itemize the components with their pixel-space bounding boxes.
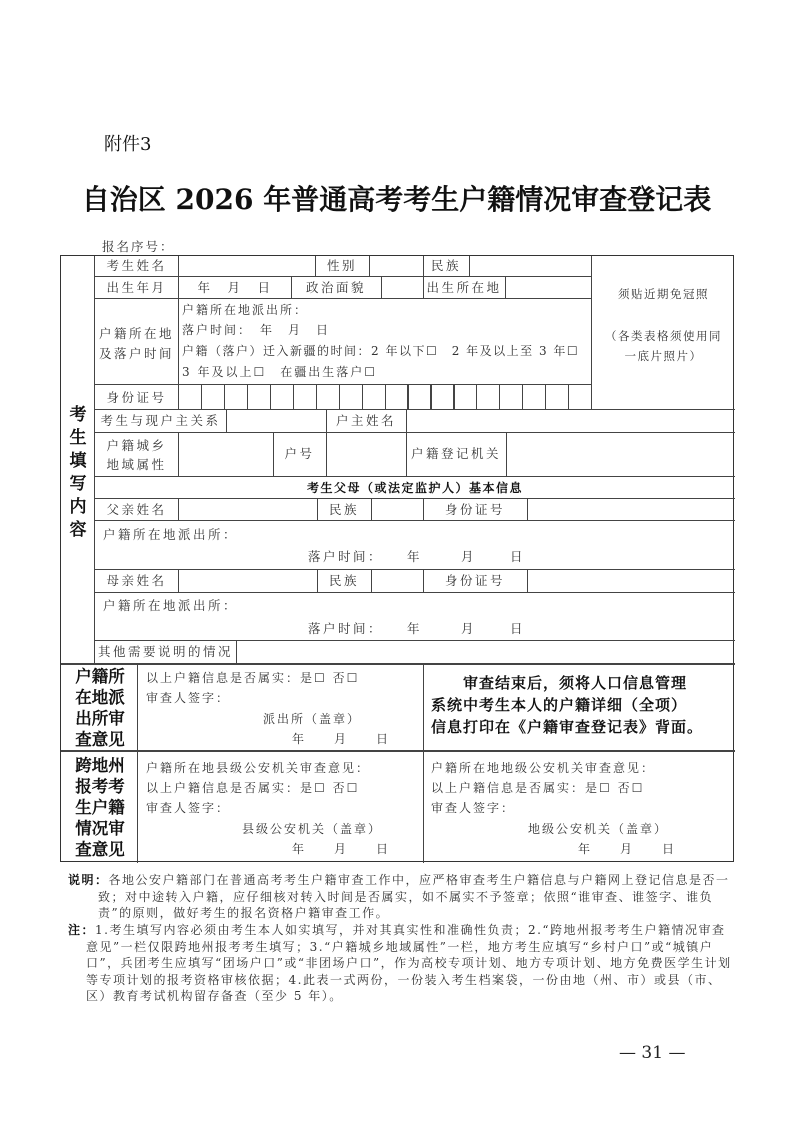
- householder-name-label: 户主姓名: [335, 413, 396, 428]
- police-date[interactable]: 年 月 日: [292, 732, 391, 746]
- divider: [94, 432, 735, 433]
- move-in-time-options[interactable]: 户籍（落户）迁入新疆的时间：2 年以下☐ 2 年及以上至 3 年☐: [182, 344, 580, 358]
- attachment-label: 附件3: [104, 134, 152, 155]
- county-opinion-title: 户籍所在地县级公安机关审查意见：: [146, 761, 371, 775]
- police-section-label: [63, 666, 137, 750]
- remark-text: 1.考生填写内容必须由考生本人如实填写，并对其真实性和准确性负责；2.“跨地州报考考生户籍情况审查意见”一栏仅限跨地州报考考生填写；3.“户籍城乡地域属性”一栏，地方考生应填写“乡村户口”或“城镇户口”，兵团考生应填写“团场户口”或“非团场户口”，作为高校专项计划、地方专项计划、地方免费医学生计划等专项计划的报考资格审核依据；4.此表一式两份，一份装入考生档案袋，一份由地（州、市）或县（市、区）教育考试机构留存备查（至少 5 年）。: [86, 923, 732, 1004]
- prefecture-signer-field[interactable]: 审查人签字：: [431, 801, 516, 815]
- student-label-char: 填: [69, 451, 87, 471]
- mother-station-field[interactable]: 户籍所在地派出所：: [103, 598, 239, 613]
- police-label-line: 查意见: [75, 730, 125, 749]
- birth-label: 出生年月: [106, 280, 167, 295]
- divider: [178, 498, 179, 520]
- id-digit-cell-divider: [362, 384, 363, 409]
- birthplace-label: 出生所在地: [426, 280, 502, 295]
- settle-time-field[interactable]: 落户时间： 年 月 日: [182, 323, 331, 337]
- police-label-line: 出所审: [75, 709, 125, 728]
- divider: [94, 276, 591, 277]
- county-stamp: 县级公安机关（盖章）: [242, 822, 383, 836]
- registry-office-label: 户籍登记机关: [410, 446, 501, 461]
- divider: [178, 569, 179, 592]
- divider: [94, 498, 735, 499]
- id-number-label: 身份证号: [106, 390, 167, 405]
- urban-rural-label-line1: 户籍城乡: [106, 438, 167, 453]
- move-in-time-options-2[interactable]: 3 年及以上☐ 在疆出生落户☐: [182, 365, 377, 379]
- id-digit-cell-divider: [201, 384, 202, 409]
- police-label-line: 户籍所: [75, 667, 125, 686]
- id-digit-cell-divider: [499, 384, 500, 409]
- hukou-location-label: [95, 324, 178, 364]
- divider: [94, 640, 735, 641]
- id-digit-cell-divider: [224, 384, 225, 409]
- cross-label-line: 情况审: [75, 819, 125, 838]
- registration-number-label: 报名序号：: [102, 239, 175, 254]
- mother-settle-label: 落户时间：: [308, 621, 384, 636]
- father-settle-day[interactable]: 日: [510, 549, 526, 564]
- id-digit-cell-divider: [316, 384, 317, 409]
- prefecture-opinion-title: 户籍所在地地级公安机关审查意见：: [431, 761, 656, 775]
- gender-label: 性别: [326, 258, 357, 273]
- prefecture-date[interactable]: 年 月 日: [578, 842, 677, 856]
- divider: [371, 569, 372, 592]
- hukou-station-field[interactable]: 户籍所在地派出所：: [182, 303, 309, 317]
- registration-form: [60, 255, 734, 862]
- hukou-location-label-line2: 及落户时间: [98, 346, 174, 361]
- id-digit-cell-divider: [453, 384, 454, 409]
- divider: [94, 384, 591, 385]
- divider: [236, 640, 237, 663]
- cross-label-line: 查意见: [75, 840, 125, 859]
- explanation-label: 说明：: [68, 873, 109, 887]
- divider: [61, 663, 735, 665]
- mother-id-label: 身份证号: [444, 573, 505, 588]
- cross-label-line: 报考考: [75, 777, 125, 796]
- student-label-char: 考: [69, 405, 87, 425]
- divider: [94, 476, 735, 477]
- explanation-note: [68, 872, 734, 922]
- ethnicity-label: 民族: [430, 258, 461, 273]
- id-digit-cell-divider: [430, 384, 431, 409]
- id-digit-cell-divider: [407, 384, 408, 409]
- student-label-char: 生: [69, 428, 87, 448]
- father-id-label: 身份证号: [444, 502, 505, 517]
- hukou-number-label: 户号: [284, 446, 315, 461]
- student-section-label: [65, 404, 91, 542]
- mother-settle-day[interactable]: 日: [510, 621, 526, 636]
- student-label-char: 写: [69, 474, 87, 494]
- cross-region-section-label: [63, 755, 137, 860]
- divider: [137, 663, 138, 863]
- mother-name-label: 母亲姓名: [106, 573, 167, 588]
- prefecture-verify-checkbox[interactable]: 以上户籍信息是否属实：是☐ 否☐: [431, 781, 645, 795]
- mother-ethnicity-label: 民族: [328, 573, 359, 588]
- cross-label-line: 跨地州: [75, 756, 125, 775]
- id-digit-cell-divider: [545, 384, 546, 409]
- remark-note: [68, 922, 734, 1005]
- divider: [506, 432, 507, 476]
- divider: [178, 256, 179, 409]
- mother-settle-year[interactable]: 年: [407, 621, 423, 636]
- divider: [94, 592, 735, 593]
- id-digit-cell-divider: [385, 384, 386, 409]
- id-digit-cell-divider: [247, 384, 248, 409]
- police-stamp: 派出所（盖章）: [263, 712, 362, 726]
- divider: [371, 498, 372, 520]
- id-digit-cell-divider: [270, 384, 271, 409]
- county-verify-checkbox[interactable]: 以上户籍信息是否属实：是☐ 否☐: [146, 781, 360, 795]
- name-label: 考生姓名: [106, 258, 167, 273]
- father-settle-year[interactable]: 年: [407, 549, 423, 564]
- cross-label-line: 生户籍: [75, 798, 125, 817]
- divider: [369, 256, 370, 276]
- student-label-char: 内: [69, 497, 87, 517]
- student-label-char: 容: [69, 520, 87, 540]
- divider: [178, 432, 179, 476]
- photo-instruction-3: 一底片照片）: [624, 349, 703, 363]
- police-verify-checkbox[interactable]: 以上户籍信息是否属实：是☐ 否☐: [146, 671, 360, 685]
- birth-date-field[interactable]: 年 月 日: [197, 280, 273, 295]
- id-digit-cell-divider: [522, 384, 523, 409]
- page-number: — 31 —: [619, 1043, 686, 1063]
- divider: [406, 409, 407, 476]
- print-notice-line: 信息打印在《户籍审查登记表》背面。: [431, 718, 704, 736]
- other-info-label: 其他需要说明的情况: [97, 644, 233, 659]
- page-title: 自治区 2026 年普通高考考生户籍情况审查登记表: [81, 183, 712, 216]
- id-digit-cell-divider: [476, 384, 477, 409]
- mother-settle-month[interactable]: 月: [461, 621, 477, 636]
- id-digit-cell-divider: [339, 384, 340, 409]
- divider: [94, 520, 735, 521]
- divider: [61, 750, 735, 752]
- id-digit-cell-divider: [293, 384, 294, 409]
- urban-rural-label: [95, 436, 178, 474]
- print-notice-line: 审查结束后，须将人口信息管理: [463, 674, 688, 692]
- county-signer-field[interactable]: 审查人签字：: [146, 801, 231, 815]
- divider: [94, 409, 735, 410]
- divider: [226, 409, 227, 432]
- print-notice: [431, 672, 731, 738]
- police-signer-field[interactable]: 审查人签字：: [146, 691, 231, 705]
- father-settle-month[interactable]: 月: [461, 549, 477, 564]
- urban-rural-label-line2: 地域属性: [106, 457, 167, 472]
- remark-label: 注：: [68, 923, 96, 937]
- relation-label: 考生与现户主关系: [100, 413, 221, 428]
- hukou-location-label-line1: 户籍所在地: [98, 326, 174, 341]
- divider: [527, 569, 528, 592]
- divider: [94, 298, 591, 299]
- divider: [94, 569, 735, 570]
- photo-instruction-2: （各类表格须使用同: [605, 329, 722, 343]
- divider: [469, 256, 470, 276]
- divider: [381, 276, 382, 298]
- divider: [423, 663, 424, 863]
- father-name-label: 父亲姓名: [106, 502, 167, 517]
- county-date[interactable]: 年 月 日: [292, 842, 391, 856]
- photo-instruction: 须贴近期免冠照: [618, 287, 709, 301]
- divider: [505, 276, 506, 298]
- police-label-line: 在地派: [75, 688, 125, 707]
- father-settle-label: 落户时间：: [308, 549, 384, 564]
- political-status-label: 政治面貌: [305, 280, 366, 295]
- parents-info-header: 考生父母（或法定监护人）基本信息: [306, 481, 523, 495]
- father-ethnicity-label: 民族: [328, 502, 359, 517]
- father-station-field[interactable]: 户籍所在地派出所：: [103, 527, 239, 542]
- divider: [527, 498, 528, 520]
- prefecture-stamp: 地级公安机关（盖章）: [528, 822, 669, 836]
- print-notice-line: 系统中考生本人的户籍详细（全项）: [431, 696, 688, 714]
- id-digit-cell-divider: [568, 384, 569, 409]
- explanation-text: 各地公安户籍部门在普通高考考生户籍审查工作中，应严格审查考生户籍信息与户籍网上登记信息是否一致；对中途转入户籍，应仔细核对转入时间是否属实，如不属实不予签章；依照“谁审查、谁签字、谁负责”的原则，做好考生的报名资格户籍审查工作。: [98, 873, 730, 921]
